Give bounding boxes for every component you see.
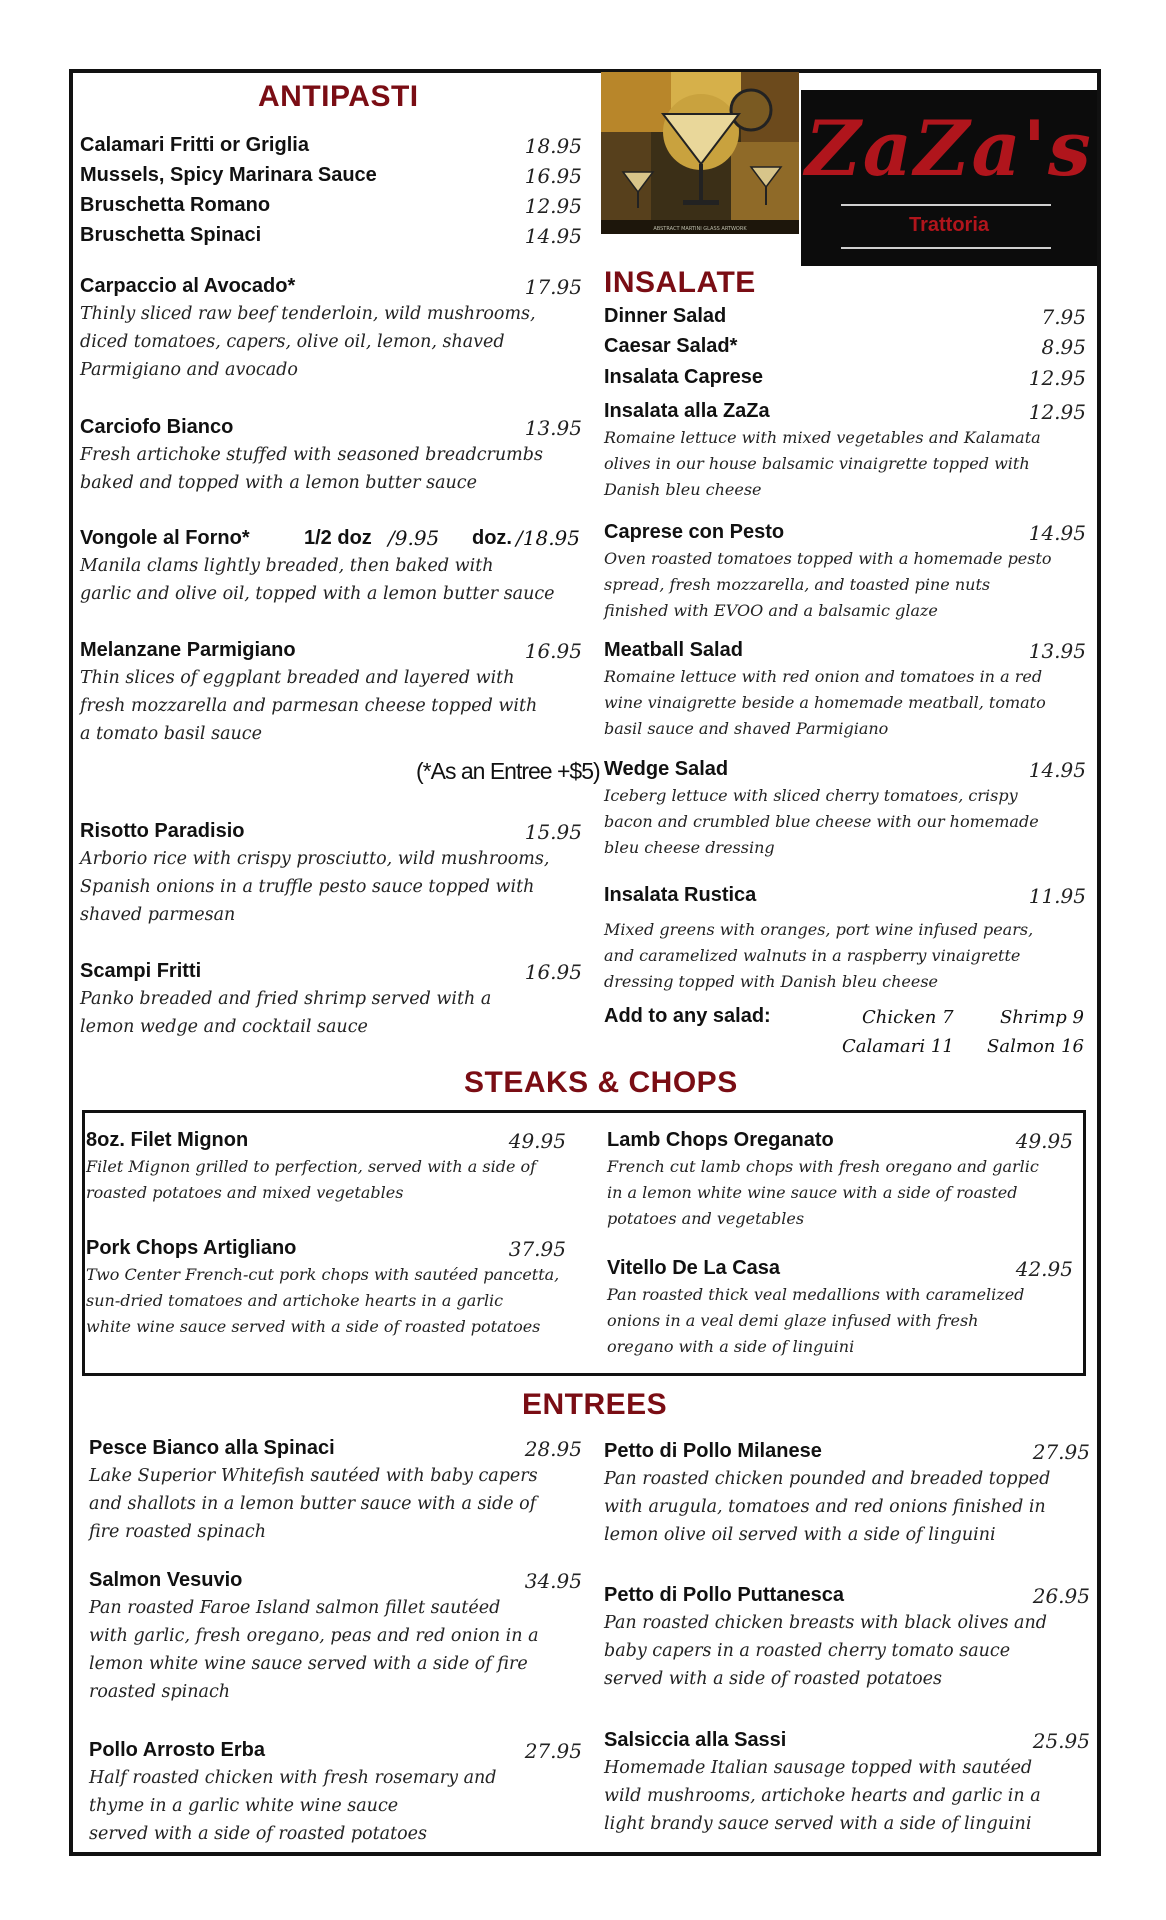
menu-item-carciofo [80,413,582,497]
item-desc-line: Fresh artichoke stuffed with seasoned breadcrumbs [80,445,543,465]
item-desc-line: Parmigiano and avocado [80,360,298,380]
item-name: Meatball Salad [604,639,743,661]
item-desc-line: oregano with a side of linguini [607,1337,855,1356]
item-price: 28.95 [524,1437,582,1461]
item-desc-line: roasted spinach [89,1682,231,1702]
item-name: Salsiccia alla Sassi [604,1729,787,1751]
item-desc-line: Arborio rice with crispy prosciutto, wild mushrooms, [80,849,550,869]
menu-item-risotto [80,817,582,929]
item-price: 37.95 [508,1237,566,1261]
item-name: Petto di Pollo Puttanesca [604,1584,845,1606]
menu-item-caprese-pesto [604,518,1086,624]
item-name: Salmon Vesuvio [89,1569,243,1591]
item-price: 18.95 [524,134,582,158]
half-dozen-price: /9.95 [388,526,440,550]
menu-item-insalata-zaza [604,397,1086,503]
menu-item-wedge-salad [604,755,1086,861]
item-desc-line: Thinly sliced raw beef tenderloin, wild mushrooms, [80,304,536,324]
menu-item-pollo-puttanesca [604,1581,1090,1693]
item-desc-line: thyme in a garlic white wine sauce [89,1796,399,1816]
item-desc-line: spread, fresh mozzarella, and toasted pine nuts [604,575,991,594]
item-price: 27.95 [1032,1440,1090,1464]
item-price: 17.95 [524,275,582,299]
item-price: 13.95 [1028,639,1086,663]
item-desc-line: bacon and crumbled blue cheese with our homemade [604,812,1039,831]
item-price: 15.95 [524,820,582,844]
item-name: Mussels, Spicy Marinara Sauce [80,164,377,186]
menu-item-filet [86,1126,566,1206]
item-desc-line: light brandy sauce served with a side of linguini [604,1814,1032,1834]
item-price: 49.95 [508,1129,566,1153]
item-price: 14.95 [1028,521,1086,545]
item-name: Calamari Fritti or Griglia [80,134,309,156]
item-desc-line: Panko breaded and fried shrimp served with a [80,989,492,1009]
item-desc-line: fresh mozzarella and parmesan cheese topped with [80,696,538,716]
menu-item-pork-chops [86,1234,566,1340]
item-desc-line: and caramelized walnuts in a raspberry vinaigrette [604,946,1021,965]
item-price: 7.95 [1041,305,1086,329]
section-title-antipasti: ANTIPASTI [258,80,419,113]
item-name: Risotto Paradisio [80,820,245,842]
item-name: Carpaccio al Avocado* [80,275,296,297]
item-desc-line: sun-dried tomatoes and artichoke hearts in a garlic [86,1291,504,1310]
item-desc-line: fire roasted spinach [89,1522,266,1542]
addons-label: Add to any salad: [604,1005,771,1027]
item-name: Pesce Bianco alla Spinaci [89,1437,335,1459]
item-name: 8oz. Filet Mignon [86,1129,249,1151]
menu-item [604,363,1086,393]
item-desc-line: roasted potatoes and mixed vegetables [86,1183,404,1202]
brand-name: ZaZa's [805,104,1093,193]
menu-item-salmon-vesuvio [89,1566,582,1706]
item-desc-line: lemon white wine sauce served with a side of fire [89,1654,528,1674]
item-price: 13.95 [524,416,582,440]
item-desc-line: Danish bleu cheese [604,480,762,499]
item-desc-line: potatoes and vegetables [607,1209,805,1228]
martini-artwork [601,72,799,234]
item-name: Insalata Rustica [604,884,757,906]
dozen-price: /18.95 [516,526,580,550]
item-name: Melanzane Parmigiano [80,639,296,661]
item-desc-line: and shallots in a lemon butter sauce with a side of [89,1494,537,1514]
addon-shrimp: Shrimp 9 [999,1007,1084,1028]
item-name: Wedge Salad [604,758,729,780]
menu-item-meatball-salad [604,636,1086,742]
item-desc-line: olives in our house balsamic vinaigrette topped with [604,454,1030,473]
menu-item-lamb-chops [607,1126,1073,1232]
item-name: Bruschetta Romano [80,194,271,216]
item-desc-line: Romaine lettuce with mixed vegetables and Kalamata [604,428,1041,447]
item-desc-line: Lake Superior Whitefish sautéed with baby capers [89,1466,538,1486]
section-title-entrees: ENTREES [522,1388,668,1421]
item-desc-line: Pan roasted chicken pounded and breaded topped [604,1469,1051,1489]
menu-item-vongole [80,524,582,608]
item-price: 26.95 [1032,1584,1090,1608]
item-desc-line: lemon wedge and cocktail sauce [80,1017,368,1037]
item-desc-line: white wine sauce served with a side of roasted potatoes [86,1317,541,1336]
section-title-steaks: STEAKS & CHOPS [464,1066,738,1099]
logo-divider-bottom [841,247,1051,249]
item-desc-line: Pan roasted Faroe Island salmon fillet sautéed [89,1598,501,1618]
item-price: 8.95 [1041,335,1086,359]
item-desc-line: Pan roasted chicken breasts with black olives and [604,1613,1047,1633]
item-desc-line: served with a side of roasted potatoes [604,1669,943,1689]
item-price: 49.95 [1015,1129,1073,1153]
section-title-insalate: INSALATE [604,266,756,299]
item-price: 16.95 [524,164,582,188]
item-name: Insalata Caprese [604,366,763,388]
item-desc-line: served with a side of roasted potatoes [89,1824,428,1844]
item-desc-line: lemon olive oil served with a side of linguini [604,1525,996,1545]
item-desc-line: baby capers in a roasted cherry tomato sauce [604,1641,1011,1661]
item-name: Bruschetta Spinaci [80,224,262,246]
menu-item-pollo-milanese [604,1437,1090,1549]
item-desc-line: Oven roasted tomatoes topped with a homemade pesto [604,549,1052,568]
item-name: Vitello De La Casa [607,1257,781,1279]
menu-item [80,131,582,161]
item-price: 12.95 [524,194,582,218]
item-name: Caesar Salad* [604,335,738,357]
menu-item-salsiccia [604,1726,1090,1838]
item-desc-line: Romaine lettuce with red onion and tomatoes in a red [604,667,1043,686]
item-desc-line: Thin slices of eggplant breaded and layered with [80,668,515,688]
menu-item-insalata-rustica [604,881,1086,995]
salad-addons [604,1005,1086,1065]
item-price: 12.95 [1028,400,1086,424]
addon-chicken: Chicken 7 [862,1007,954,1028]
item-desc-line: Filet Mignon grilled to perfection, served with a side of [86,1157,537,1176]
item-desc-line: garlic and olive oil, topped with a lemon butter sauce [80,584,555,604]
item-price: 14.95 [524,224,582,248]
menu-item [604,302,1086,332]
brand-logo-box [801,90,1097,266]
item-desc-line: with arugula, tomatoes and red onions finished in [604,1497,1046,1517]
item-desc-line: wild mushrooms, artichoke hearts and garlic in a [604,1786,1041,1806]
item-name: Insalata alla ZaZa [604,400,770,422]
item-price: 12.95 [1028,366,1086,390]
half-dozen-label: 1/2 doz [304,527,372,549]
menu-item-melanzane [80,636,582,748]
brand-subtitle: Trattoria [908,214,990,236]
menu-item [604,332,1086,362]
item-name: Petto di Pollo Milanese [604,1440,822,1462]
item-desc-line: Mixed greens with oranges, port wine infused pears, [604,920,1034,939]
item-desc-line: baked and topped with a lemon butter sauce [80,473,477,493]
item-desc-line: Homemade Italian sausage topped with sautéed [604,1758,1033,1778]
menu-item [80,221,582,251]
item-desc-line: Spanish onions in a truffle pesto sauce topped with [80,877,535,897]
item-price: 25.95 [1032,1729,1090,1753]
item-desc-line: diced tomatoes, capers, olive oil, lemon, shaved [80,332,505,352]
item-price: 42.95 [1015,1257,1073,1281]
item-price: 16.95 [524,639,582,663]
menu-item-pesce-bianco [89,1434,582,1546]
martini-artwork-image [601,72,799,234]
menu-item [80,191,582,221]
item-desc-line: Iceberg lettuce with sliced cherry tomatoes, crispy [604,786,1018,805]
item-price: 11.95 [1028,884,1086,908]
item-desc-line: finished with EVOO and a balsamic glaze [604,601,938,620]
item-desc-line: a tomato basil sauce [80,724,262,744]
menu-item-carpaccio [80,272,582,384]
item-name: Scampi Fritti [80,960,202,982]
logo-divider-top [841,204,1051,206]
item-name: Carciofo Bianco [80,416,234,438]
item-price: 14.95 [1028,758,1086,782]
item-desc-line: bleu cheese dressing [604,838,775,857]
item-name: Vongole al Forno* [80,527,250,549]
item-name: Pork Chops Artigliano [86,1237,297,1259]
item-desc-line: shaved parmesan [80,905,236,925]
item-name: Dinner Salad [604,305,727,327]
item-price: 16.95 [524,960,582,984]
art-caption: ABSTRACT MARTINI GLASS ARTWORK [653,226,747,232]
menu-item-pollo-arrosto [89,1736,582,1848]
addon-calamari: Calamari 11 [842,1036,954,1057]
dozen-label: doz. [472,527,512,549]
item-desc-line: basil sauce and shaved Parmigiano [604,719,889,738]
item-desc-line: Pan roasted thick veal medallions with caramelized [607,1285,1025,1304]
item-desc-line: with garlic, fresh oregano, peas and red onion in a [89,1626,539,1646]
item-desc-line: dressing topped with Danish bleu cheese [604,972,938,991]
item-name: Pollo Arrosto Erba [89,1739,265,1761]
item-name: Caprese con Pesto [604,521,785,543]
addon-salmon: Salmon 16 [987,1036,1084,1057]
item-desc-line: in a lemon white wine sauce with a side of roasted [607,1183,1018,1202]
entree-upcharge-note: (*As an Entree +$5) [416,758,600,784]
item-desc-line: Manila clams lightly breaded, then baked with [80,556,494,576]
item-desc-line: wine vinaigrette beside a homemade meatball, tomato [604,693,1046,712]
menu-item [80,161,582,191]
item-desc-line: Half roasted chicken with fresh rosemary and [89,1768,497,1788]
item-desc-line: French cut lamb chops with fresh oregano and garlic [607,1157,1039,1176]
menu-item-vitello [607,1254,1073,1360]
menu-item-scampi [80,957,582,1041]
item-name: Lamb Chops Oreganato [607,1129,834,1151]
item-price: 27.95 [524,1739,582,1763]
item-desc-line: onions in a veal demi glaze infused with fresh [607,1311,979,1330]
item-price: 34.95 [524,1569,582,1593]
item-desc-line: Two Center French-cut pork chops with sautéed pancetta, [86,1265,560,1284]
